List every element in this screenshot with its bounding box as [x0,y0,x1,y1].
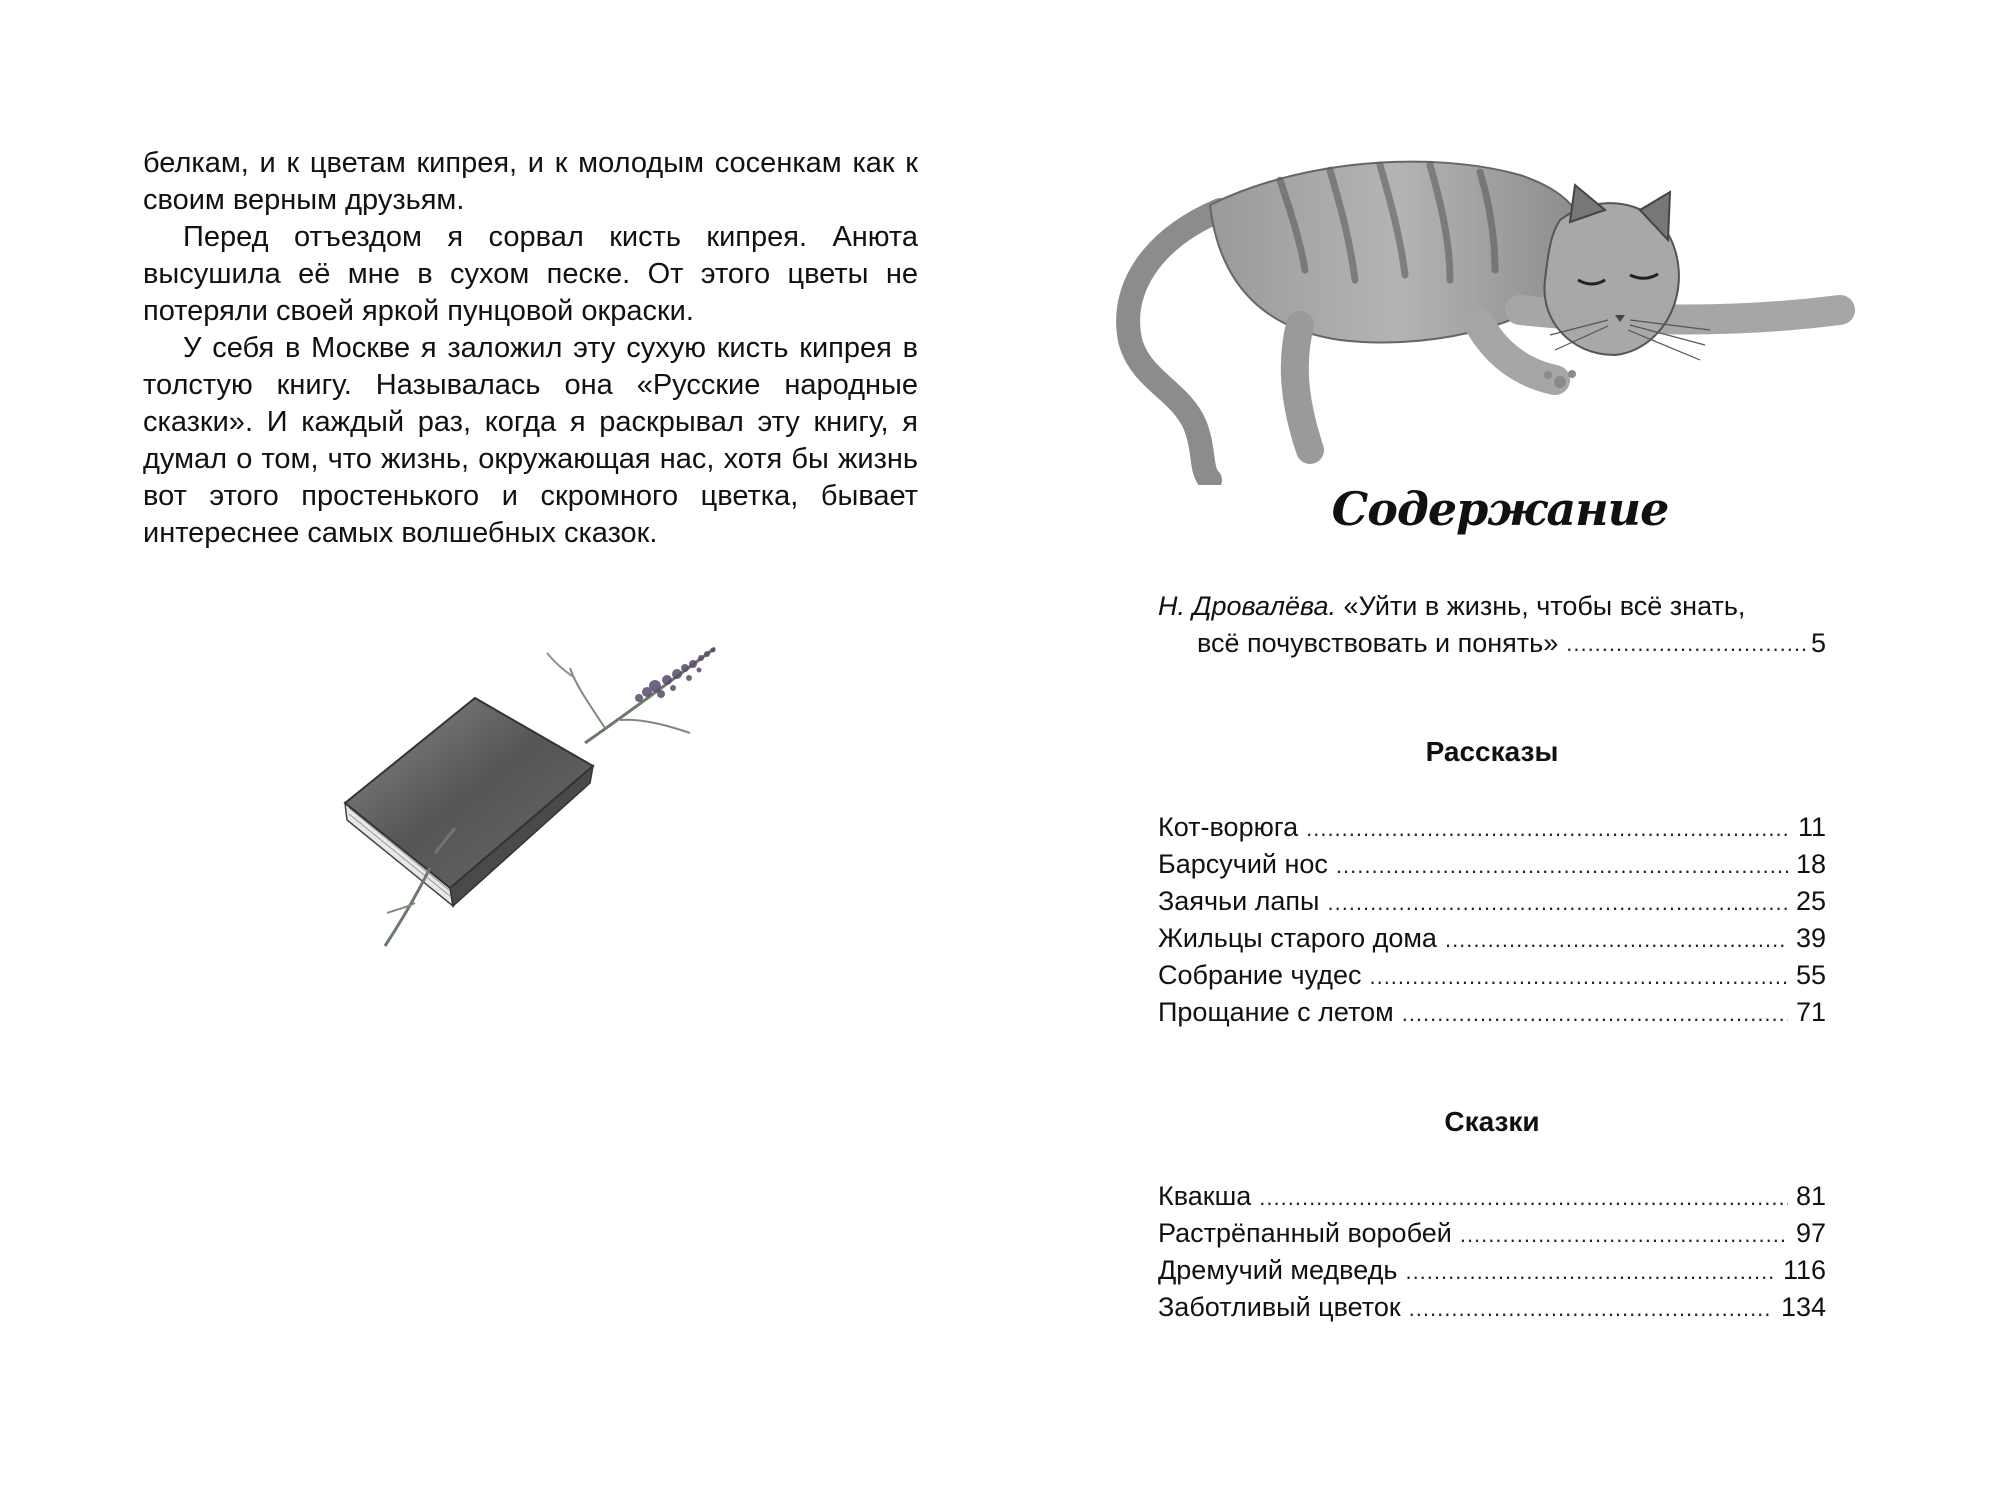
toc-entry-title: Дремучий медведь [1158,1255,1398,1285]
toc-page-number: 39 [1795,923,1826,953]
toc-entry[interactable] [1158,1215,1826,1252]
toc-entry-title: Собрание чудес [1158,960,1362,990]
toc-intro-line [1158,625,1826,662]
toc-entry[interactable] [1158,809,1826,846]
toc-entry-title: Кот-ворюга [1158,812,1299,842]
section-heading-stories: Рассказы [1425,736,1559,767]
toc-intro-title-part2: всё почувствовать и понять» [1197,628,1559,658]
toc-page-number: 11 [1797,812,1826,842]
toc-entry-title: Растрёпанный воробей [1158,1218,1452,1248]
toc-dot-leader [1405,1253,1775,1290]
story-paragraph: У себя в Москве я заложил эту сухую кисть кипрея в толстую книгу. Называлась она «Русские народные сказки». И каждый раз, когда я раскрывал эту книгу, я думал о том, что жизнь, окружающая нас, хотя бы жизнь вот этого простенького и скромного цветка, бывает интереснее самых волшебных сказок. [143,332,918,549]
toc-intro-title-part1: «Уйти в жизнь, чтобы всё знать, [1343,591,1746,621]
book-with-flower-illustration [335,628,805,948]
toc-entry[interactable] [1158,957,1826,994]
toc-dot-leader [1306,810,1790,847]
toc-page-number: 134 [1780,1292,1826,1322]
toc-entry[interactable] [1158,994,1826,1031]
toc-intro-entry [1158,588,1826,662]
toc-page-number: 55 [1795,960,1826,990]
toc-dot-leader [1460,1216,1788,1253]
toc-entry-title: Прощание с летом [1158,997,1394,1027]
toc-entry[interactable] [1158,883,1826,920]
toc-entry[interactable] [1158,1252,1826,1289]
story-text [143,145,918,552]
toc-dot-leader [1369,958,1787,995]
toc-intro-line [1158,588,1826,625]
story-paragraph: белкам, и к цветам кипрея, и к молодым сосенкам как к своим верным друзьям. [143,147,918,216]
toc-dot-leader [1566,625,1809,662]
sleeping-cat-illustration [1100,150,1870,485]
toc-page-number: 116 [1782,1255,1826,1285]
toc-page-number: 5 [1810,628,1826,658]
toc-title: Содержание [1331,482,1669,536]
toc-entry-title: Заячьи лапы [1158,886,1320,916]
toc-dot-leader [1327,884,1787,921]
toc-dot-leader [1409,1290,1773,1327]
toc-page-number: 97 [1795,1218,1826,1248]
toc-entry-title: Квакша [1158,1181,1252,1211]
toc-intro-author: Н. Дровалёва. [1158,591,1337,621]
toc-page-number: 71 [1795,997,1826,1027]
toc-list-stories [1158,809,1826,1031]
toc-entry[interactable] [1158,846,1826,883]
toc-entry-title: Барсучий нос [1158,849,1328,879]
toc-entry[interactable] [1158,1289,1826,1326]
toc-entry[interactable] [1158,1178,1826,1215]
toc-dot-leader [1259,1179,1788,1216]
toc-dot-leader [1402,995,1788,1032]
right-page [1000,0,2000,1499]
toc-page-number: 18 [1795,849,1826,879]
toc-page-number: 81 [1795,1181,1826,1211]
toc-list-tales [1158,1178,1826,1326]
toc-dot-leader [1336,847,1788,884]
toc-page-number: 25 [1795,886,1826,916]
toc-entry-title: Жильцы старого дома [1158,923,1437,953]
toc-dot-leader [1445,921,1788,958]
story-paragraph: Перед отъездом я сорвал кисть кипрея. Анюта высушила её мне в сухом песке. От этого цветы не потеряли своей яркой пунцовой окраски. [143,221,918,327]
section-heading-tales: Сказки [1444,1106,1540,1137]
toc-entry[interactable] [1158,920,1826,957]
toc-entry-title: Заботливый цветок [1158,1292,1401,1322]
